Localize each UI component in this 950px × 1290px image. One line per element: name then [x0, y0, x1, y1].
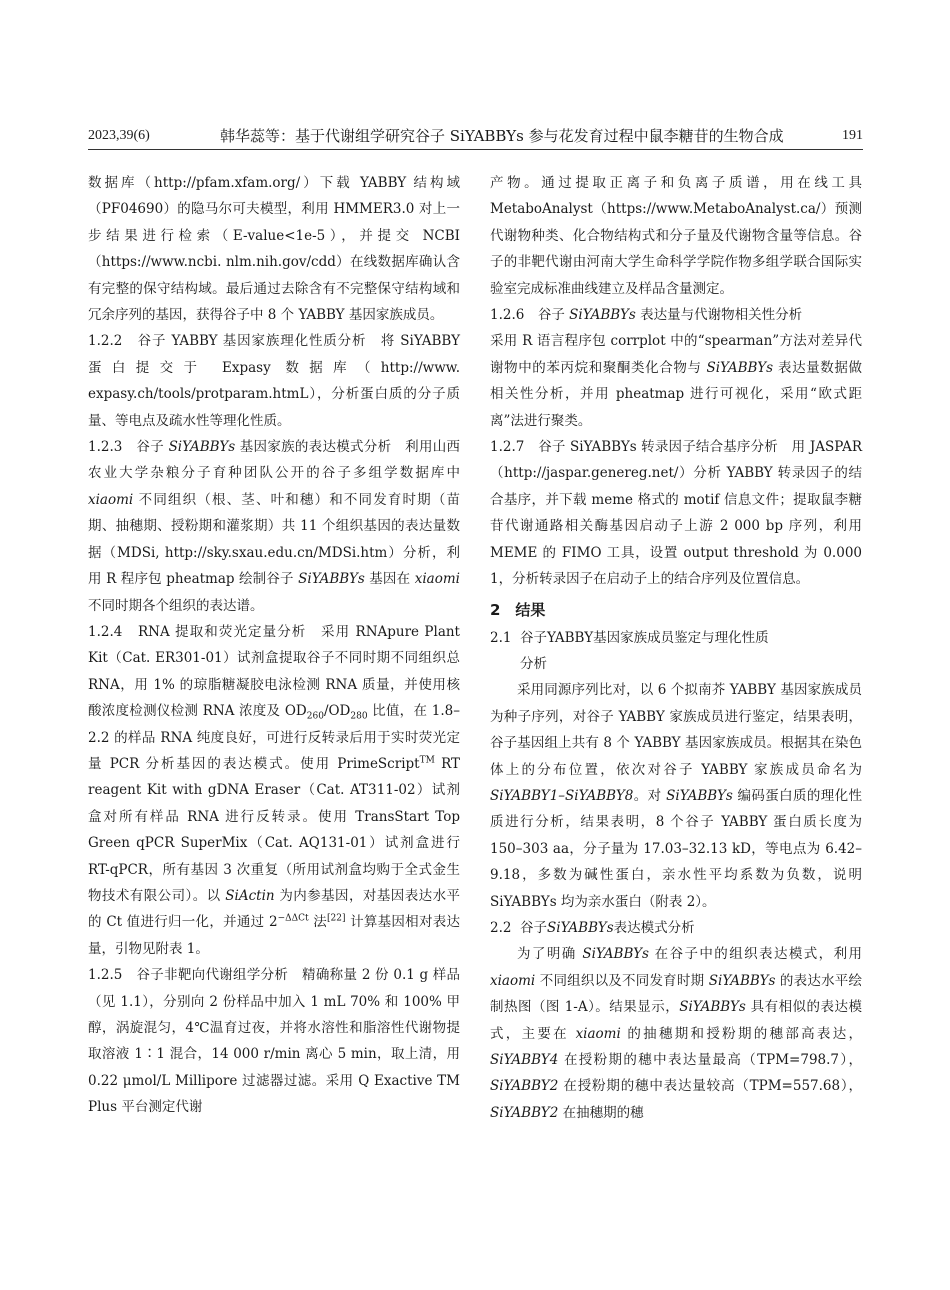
section-1-2-6-heading: 1.2.6 谷子 SiYABBYs 表达量与代谢物相关性分析 — [490, 307, 803, 324]
section-2-1-heading-cont: 分析 — [520, 655, 547, 672]
section-heading: 1.2.5 谷子非靶向代谢组学分析 — [88, 967, 303, 984]
section-2-1-heading: 2.1 谷子YABBY基因家族成员鉴定与理化性质 — [490, 629, 769, 646]
citation-ref[interactable]: [22] — [327, 913, 346, 924]
section-2-2-body: 为了明确 SiYABBYs 在谷子中的组织表达模式，利用 xiaomi 不同组织以及不同发育时期 SiYABBYs 的表达水平绘制热图（图 1-A）。结果显示，SiYABBYs 具有相似的表达模式，主要在 xiaomi 的抽穗期和授粉期的穗部高表达，SiYABBY4 在授粉期的穗中表达量最高（TPM=798.7），SiYABBY2 在授粉期的穗中表达量较高（TPM=557.68），SiYABBY2 在抽穗期的穗 — [490, 946, 862, 1121]
section-2-1-body: 采用同源序列比对，以 6 个拟南芥 YABBY 基因家族成员为种子序列，对谷子 YABBY 家族成员进行鉴定，结果表明，谷子基因组上共有 8 个 YABBY 基因家族成员。根据其在染色体上的分布位置，依次对谷子 YABBY 家族成员命名为 SiYABBY1–SiYABBY8。对 SiYABBYs 编码蛋白质的理化性质进行分析，结果表明，8 个谷子 YABBY 蛋白质长度为 150–303 aa，分子量为 17.03–32.13 kD，等电点为 6.42–9.18，多数为碱性蛋白，亲水性平均系数为负数，说明 SiYABBYs 均为亲水蛋白（附表 2）。 — [490, 682, 863, 910]
running-header — [88, 126, 863, 148]
paragraph-metabolite: 产物。通过提取正离子和负离子质谱，用在线工具 MetaboAnalyst（https://www.MetaboAnalyst.ca/）预测代谢物种类、化合物结构式和分子量及代谢物含量等信息。谷子的非靶代谢由河南大学生命科学学院作物多组学联合国际实验室完成标准曲线建立及样品含量测定。 — [490, 175, 862, 297]
section-heading: 1.2.4 RNA 提取和荧光定量分析 — [88, 623, 321, 640]
section-1-2-3: 1.2.3 谷子 SiYABBYs 基因家族的表达模式分析 利用山西农业大学杂粮分子育种团队公开的谷子多组学数据库中 xiaomi 不同组织（根、茎、叶和穗）和不同发育时期（苗期、抽穗期、授粉期和灌浆期）共 11 个组织基因的表达量数据（MDSi, http://sky.sxau.edu.cn/MDSi.htm）分析，利用 R 程序包 pheatmap 绘制谷子 SiYABBYs 基因在 xiaomi 不同时期各个组织的表达谱。 — [88, 439, 461, 614]
section-body: 用 JASPAR（http://jaspar.genereg.net/）分析 YABBY 转录因子的结合基序，并下载 meme 格式的 motif 信息文件；提取鼠李糖苷代谢通路相关酶基因启动子上游 2 000 bp 序列，利用 MEME 的 FIMO 工具，设置 output threshold 为 0.000 1，分析转录因子在启动子上的结合序列及位置信息。 — [490, 439, 862, 588]
left-column — [88, 170, 460, 1121]
section-heading: 1.2.3 谷子 SiYABBYs 基因家族的表达模式分析 — [88, 439, 406, 456]
section-1-2-2 — [88, 328, 460, 434]
right-column — [490, 170, 862, 1126]
section-2-2-heading: 2.2 谷子SiYABBYs表达模式分析 — [490, 919, 695, 936]
paragraph-database: 数据库（http://pfam.xfam.org/）下载 YABBY 结构域（PF04690）的隐马尔可夫模型，利用 HMMER3.0 对上一步结果进行检索（E-value<1e-5），并提交 NCBI（https://www.ncbi. nlm.nih.gov/cdd）在线数据库确认含有完整的保守结构域。最后通过去除含有不完整保守结构域和冗余序列的基因，获得谷子中 8 个 YABBY 基因家族成员。 — [88, 175, 460, 324]
section-2-heading: 2 结果 — [490, 600, 546, 619]
header-rule — [88, 149, 863, 150]
page-number: 191 — [842, 128, 863, 143]
section-1-2-7 — [490, 434, 862, 592]
section-heading: 1.2.2 谷子 YABBY 基因家族理化性质分析 — [88, 333, 381, 350]
journal-issue: 2023,39(6) — [88, 128, 150, 143]
running-title: 韩华蕊等：基于代谢组学研究谷子 SiYABBYs 参与花发育过程中鼠李糖苷的生物合成 — [220, 127, 784, 145]
section-body: 将 SiYABBY 蛋白提交于 Expasy 数据库（http://www. expasy.ch/tools/protparam.htmL），分析蛋白质的分子质量、等电点及疏水性等理化性质。 — [88, 333, 460, 429]
section-1-2-4: 1.2.4 RNA 提取和荧光定量分析 采用 RNApure Plant Kit（Cat. ER301-01）试剂盒提取谷子不同时期不同组织总 RNA，用 1% 的琼脂糖凝胶电泳检测 RNA 质量，并使用核酸浓度检测仪检测 RNA 浓度及 $OD_{260}/OD_{280}$ 比值，在 1.8–2.2 的样品 RNA 纯度良好，可进行反转录后用于实时荧光定量 PCR 分析基因的表达模式。使用 PrimeScript™ RT reagent Kit with gDNA Eraser（Cat. AT311-02）试剂盒对所有样品 RNA 进行反转录。使用 TransStart Top Green qPCR SuperMix（Cat. AQ131-01）试剂盒进行 RT-qPCR，所有基因 3 次重复（所用试剂盒均购于全式金生物技术有限公司）。以 SiActin 为内参基因，对基因表达水平的 Ct 值进行归一化，并通过 $2^{-\Delta\Delta Ct}$ 法[22] 计算基因相对表达量，引物见附表 1。 — [88, 623, 461, 957]
section-heading: 1.2.7 谷子 SiYABBYs 转录因子结合基序分析 — [490, 439, 792, 456]
section-1-2-5 — [88, 962, 460, 1120]
section-1-2-6-body: 采用 R 语言程序包 corrplot 中的“spearman”方法对差异代谢物中的苯丙烷和聚酮类化合物与 SiYABBYs 表达量数据做相关性分析，并用 pheatmap 进行可视化，采用“欧式距离”法进行聚类。 — [490, 333, 862, 429]
section-body: 精确称量 2 份 0.1 g 样品（见 1.1），分别向 2 份样品中加入 1 mL 70% 和 100% 甲醇，涡旋混匀，4℃温育过夜，并将水溶性和脂溶性代谢物提取溶液 1∶1 混合，14 000 r/min 离心 5 min，取上清，用 0.22 μmol/L Millipore 过滤器过滤。采用 Q Exactive TM Plus 平台测定代谢 — [88, 967, 460, 1116]
